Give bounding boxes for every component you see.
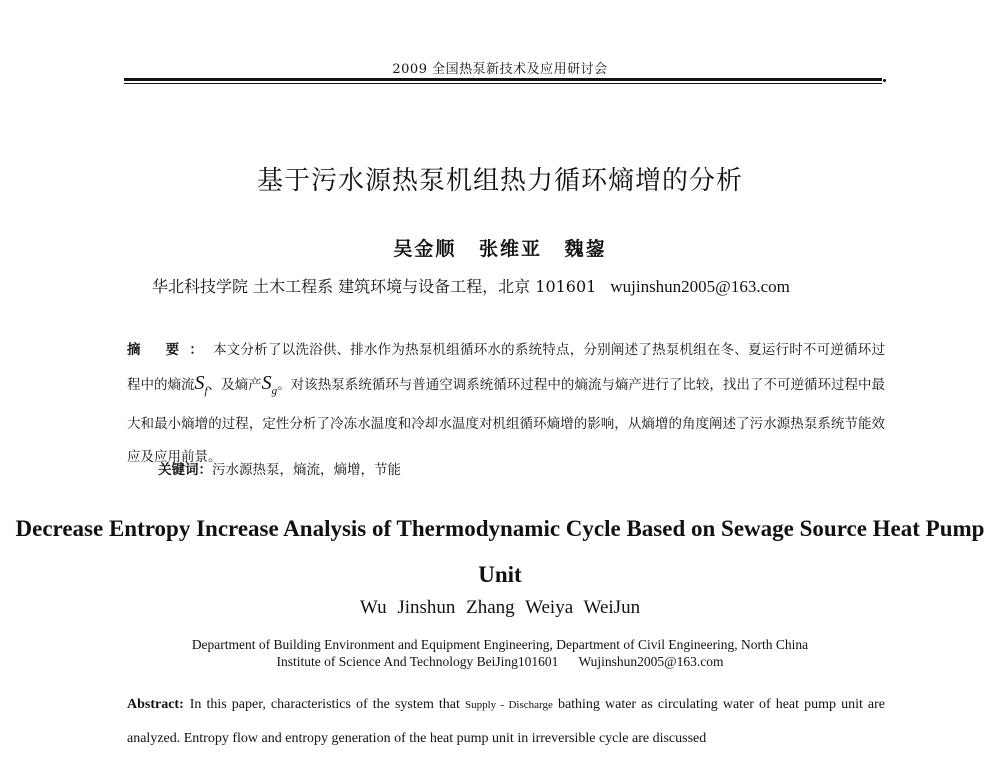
english-abstract-part1: In this paper, characteristics of the system that	[189, 697, 460, 712]
chinese-abstract-sep: 、及熵产	[207, 377, 262, 393]
english-title: Decrease Entropy Increase Analysis of Thermodynamic Cycle Based on Sewage Source Heat Pump Unit	[15, 516, 985, 587]
header-rule-thin	[124, 83, 882, 84]
chinese-authors: 吴金顺 张维亚 魏鋆	[393, 238, 607, 260]
chinese-affiliation	[152, 274, 912, 297]
english-abstract	[127, 688, 885, 755]
chinese-abstract-part2: 。对该热泵系统循环与普通空调系统循环过程中的熵流与熵产进行了比较，找出了不可逆循环过程中最大和最小熵增的过程，定性分析了冷冻水温度和冷却水温度对机组循环熵增的影响，从熵增的角度阐述了污水源热泵系统节能效应及应用前景。	[127, 377, 886, 465]
english-abstract-part2: bathing water as circulating water of heat pump unit are analyzed. Entropy flow and entropy generation of the heat pump unit in irreversible cycle are discussed	[127, 697, 886, 746]
chinese-abstract-label: 摘 要：	[127, 342, 214, 358]
chinese-keywords-label: 关键词：	[158, 462, 212, 478]
english-abstract-small: Supply - Discharge	[464, 699, 553, 711]
header-rule-thick	[124, 78, 882, 81]
chinese-email: wujinshun2005@163.com	[610, 277, 790, 296]
chinese-keywords-text: 污水源热泵，熵流，熵增，节能	[212, 462, 401, 478]
symbol-entropy-generation: $S_g$	[261, 372, 278, 397]
english-affiliation	[130, 636, 870, 670]
english-affiliation-line1: Department of Building Environment and Equipment Engineering, Department of Civil Engineering, North China	[191, 637, 809, 652]
chinese-keywords	[158, 458, 401, 478]
english-affiliation-line2: Institute of Science And Technology BeiJing101601 Wujinshun2005@163.com	[276, 654, 724, 669]
symbol-entropy-flow: $S_f$	[194, 372, 208, 397]
chinese-title: 基于污水源热泵机组热力循环熵增的分析	[256, 166, 743, 196]
english-email: Wujinshun2005@163.com	[578, 654, 724, 669]
conference-header: 2009 全国热泵新技术及应用研讨会	[392, 62, 608, 77]
header-rule-dot	[883, 79, 886, 82]
chinese-affiliation-text: 华北科技学院 土木工程系 建筑环境与设备工程，北京 101601	[152, 277, 597, 296]
chinese-abstract	[127, 334, 885, 474]
english-authors: Wu Jinshun Zhang Weiya WeiJun	[359, 597, 641, 618]
english-abstract-label: Abstract:	[127, 697, 184, 712]
chinese-abstract-part1: 本文分析了以洗浴供、排水作为热泵机组循环水的系统特点，分别阐述了热泵机组在冬、夏运行时不可逆循环过程中的熵流	[127, 342, 886, 393]
